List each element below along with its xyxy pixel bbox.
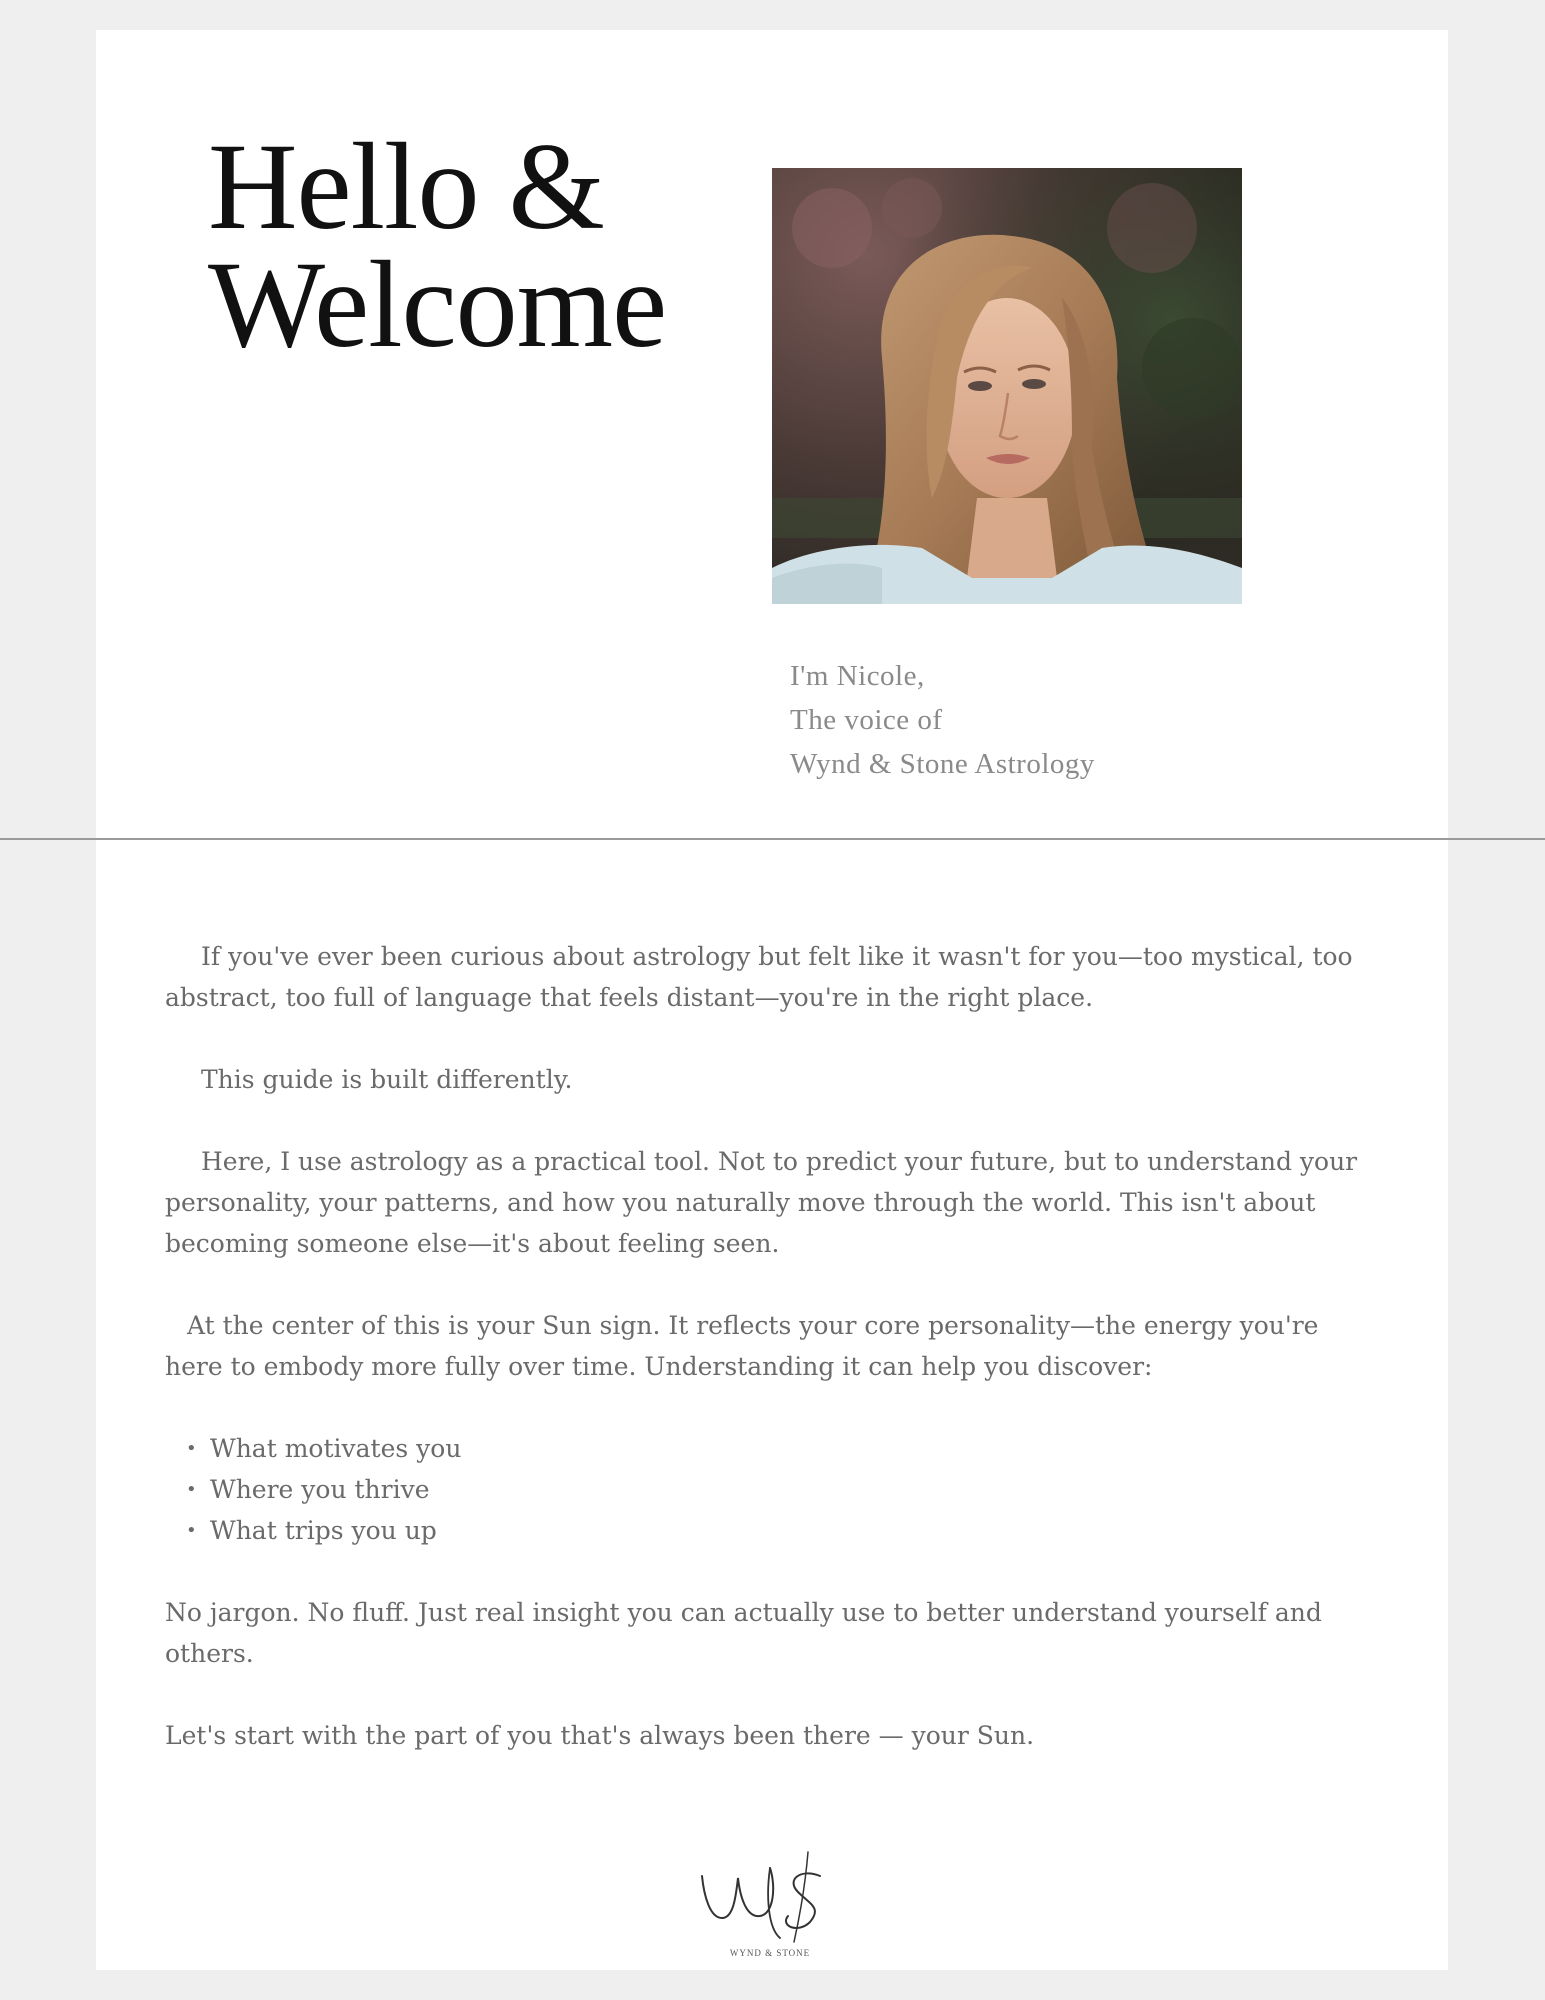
list-item: • What trips you up [210, 1510, 1375, 1551]
discovery-list [165, 1428, 1375, 1551]
logo-caption: WYND & STONE [729, 1948, 811, 1958]
title-line-1: Hello & [208, 118, 604, 255]
portrait-photo [772, 168, 1242, 604]
list-item: • What motivates you [210, 1428, 1375, 1469]
paragraph-1: If you've ever been curious about astrology but felt like it wasn't for you—too mystical, too abstract, too full of language that feels distant—you're in the right place. [165, 942, 1353, 1012]
intro-line-3: Wynd & Stone Astrology [790, 748, 1095, 780]
brand-logo [690, 1846, 850, 1956]
paragraph-2: This guide is built differently. [201, 1065, 573, 1094]
title-line-2: Welcome [208, 236, 667, 373]
paragraph-5: No jargon. No fluff. Just real insight you can actually use to better understand yourself and others. [165, 1598, 1322, 1668]
welcome-body [165, 936, 1375, 1797]
intro-line-1: I'm Nicole, [790, 660, 925, 692]
intro-line-2: The voice of [790, 704, 943, 736]
list-item: • Where you thrive [210, 1469, 1375, 1510]
paragraph-3: Here, I use astrology as a practical tool. Not to predict your future, but to understand your personality, your patterns, and how you naturally move through the world. This isn't about becoming someone else—it's about feeling seen. [165, 1147, 1358, 1258]
ws-monogram-icon [690, 1846, 850, 1946]
author-intro [790, 654, 1095, 786]
paragraph-6: Let's start with the part of you that's always been there — your Sun. [165, 1721, 1035, 1750]
page-divider [0, 838, 1545, 840]
paragraph-4: At the center of this is your Sun sign. It reflects your core personality—the energy you're here to embody more fully over time. Understanding it can help you discover: [165, 1311, 1319, 1381]
page-title [208, 118, 667, 373]
